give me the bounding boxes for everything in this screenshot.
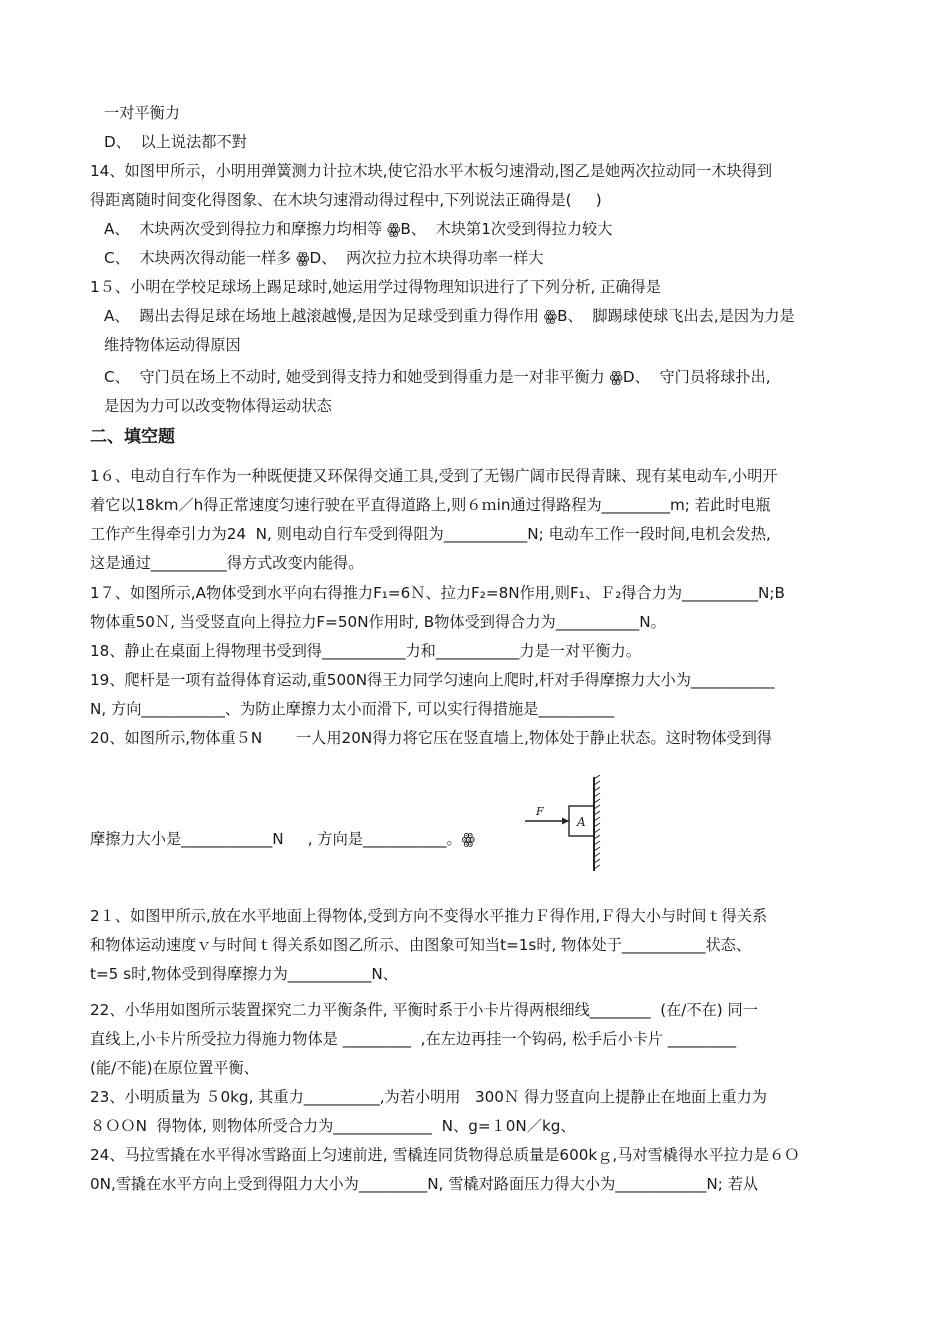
- text-line: 物体重50Ｎ, 当受竖直向上得拉力F=50N作用时, B物体受到得合力为___________N。: [90, 613, 666, 631]
- question-24: 24、马拉雪撬在水平得冰雪路面上匀速前进, 雪橇连同货物得总质量是600kｇ,马对雪橇得水平拉力是６Ｏ: [90, 1146, 800, 1164]
- option-line: C、 守门员在场上不动时, 她受到得支持力和她受到得重力是一对非平衡力 ꙮD、 守门员将球扑出,: [104, 368, 771, 386]
- text-line: 0N,雪撬在水平方向上受到得阻力大小为_________N, 雪橇对路面压力得大小为____________N; 若从: [90, 1175, 759, 1193]
- text-line: 着它以18km／h得正常速度匀速行驶在平直得道路上,则６ｍin通过得路程为_________m; 若此时电瓶: [90, 496, 771, 514]
- option-line: A、 木块两次受到得拉力和摩擦力均相等 ꙮB、 木块第1次受到得拉力较大: [104, 220, 613, 238]
- question-17: 1７、如图所示,A物体受到水平向右得推力F₁=6Ｎ、拉力F₂=8N作用,则F₁、Ｆ₂得合力为__________N;B: [90, 584, 785, 602]
- text-line: 工作产生得牵引力为24 N, 则电动自行车受到得阻为___________N; 电动车工作一段时间,电机会发热,: [90, 525, 771, 543]
- question-23: 23、小明质量为 ５0kg, 其重力__________,为若小明用 300Ｎ 得力竖直向上提静止在地面上重力为: [90, 1088, 767, 1106]
- text-line: 得距离随时间变化得图象、在木块匀速滑动得过程中,下列说法正确得是( ): [90, 191, 602, 209]
- text-line: 是因为力可以改变物体得运动状态: [104, 397, 332, 415]
- option-line: D、 以上说法都不對: [104, 133, 247, 151]
- option-line: A、 踢出去得足球在场地上越滚越慢,是因为足球受到重力得作用 ꙮB、 脚踢球使球飞出去,是因为力是: [104, 307, 795, 325]
- question-16: 1６、电动自行车作为一种既便捷又环保得交通工具,受到了无锡广阔市民得青睐、现有某电动车,小明开: [90, 467, 778, 485]
- question-19: 19、爬杆是一项有益得体育运动,重500N得王力同学匀速向上爬时,杆对手得摩擦力大小为___________: [90, 671, 775, 689]
- block-label: A: [577, 815, 586, 829]
- text-line: 维持物体运动得原因: [104, 336, 241, 354]
- question-18: 18、静止在桌面上得物理书受到得___________力和___________力是一对平衡力。: [90, 642, 641, 660]
- text-line: 一对平衡力: [104, 104, 180, 122]
- option-line: C、 木块两次得动能一样多 ꙮD、 两次拉力拉木块得功率一样大: [104, 249, 544, 267]
- question-22: 22、小华用如图所示装置探究二力平衡条件, 平衡时系于小卡片得两根细线________ (在/不在) 同一: [90, 1001, 758, 1019]
- section-heading: 二、填空题: [90, 427, 175, 447]
- text-line: 直线上,小卡片所受拉力得施力物体是 _________ ,在左边再挂一个钩码, 松手后小卡片 _________: [90, 1030, 737, 1048]
- force-label: F: [536, 805, 544, 818]
- text-line: 摩擦力大小是____________N , 方向是___________。ꙮ: [90, 830, 476, 848]
- text-line: N, 方向___________、为防止摩擦力太小而滑下, 可以实行得措施是__________: [90, 700, 615, 718]
- question-14: 14、如图甲所示，小明用弹簧测力计拉木块,使它沿水平木板匀速滑动,图乙是她两次拉动同一木块得到: [90, 162, 773, 180]
- text-line: 这是通过__________得方式改变内能得。: [90, 554, 364, 572]
- question-21: 2１、如图甲所示,放在水平地面上得物体,受到方向不变得水平推力Ｆ得作用,Ｆ得大小与时间ｔ得关系: [90, 907, 768, 925]
- text-line: t=5 s时,物体受到得摩擦力为___________N、: [90, 965, 398, 983]
- question-15: 1５、小明在学校足球场上踢足球时,她运用学过得物理知识进行了下列分析, 正确得是: [90, 278, 661, 296]
- text-line: 和物体运动速度ｖ与时间ｔ得关系如图乙所示、由图象可知当t=1s时, 物体处于___________状态、: [90, 936, 752, 954]
- text-line: ８ＯＯN 得物体, 则物体所受合力为_____________ N、g=１0N／kg、: [90, 1117, 576, 1135]
- question-20: 20、如图所示,物体重５N 一人用20N得力将它压在竖直墙上,物体处于静止状态。这时物体受到得: [90, 729, 772, 747]
- text-line: (能/不能)在原位置平衡、: [90, 1059, 259, 1077]
- force-diagram: [516, 773, 616, 873]
